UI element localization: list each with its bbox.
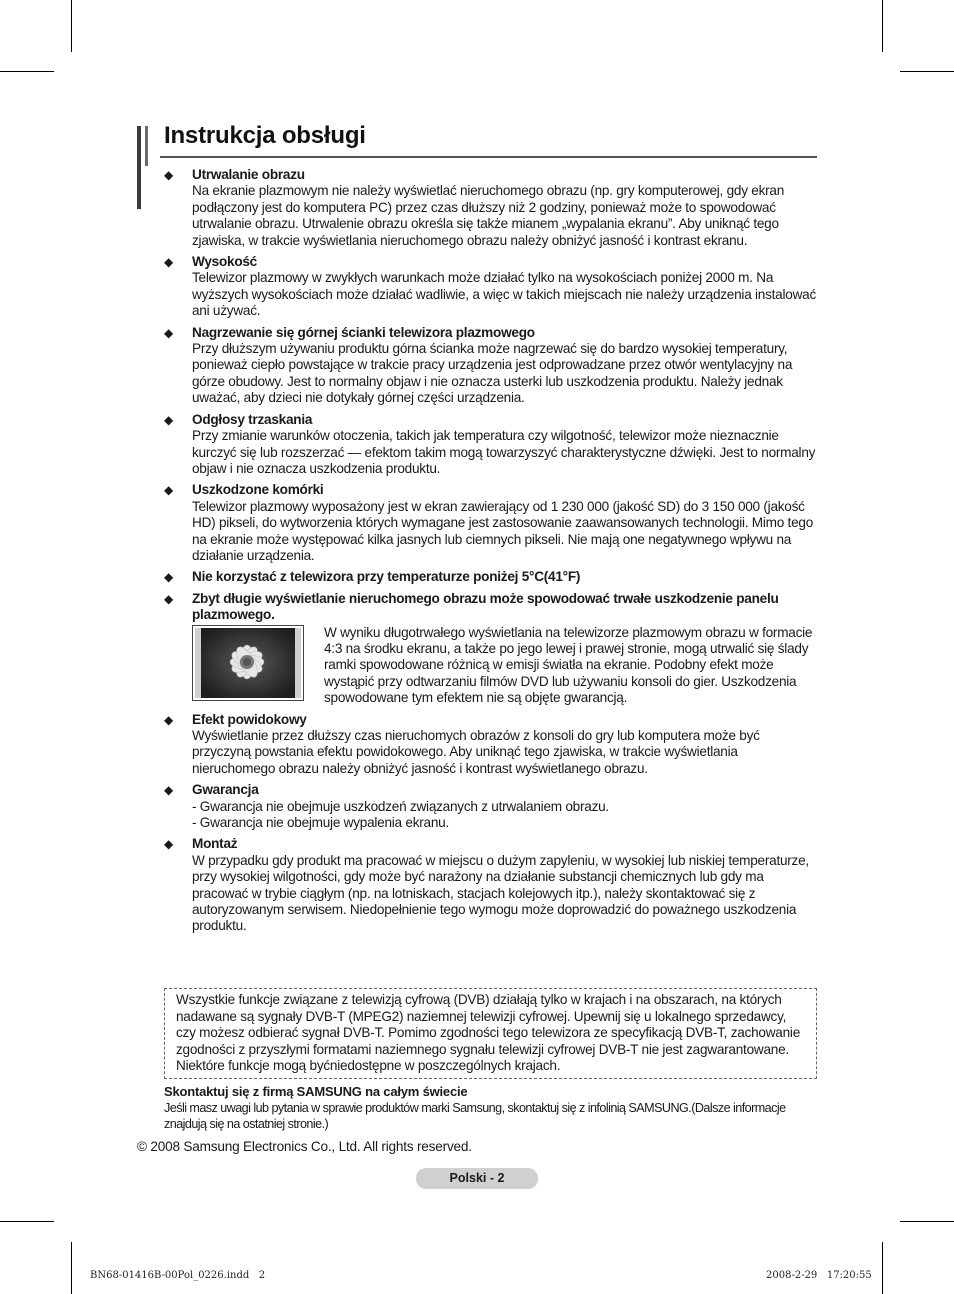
bullet-icon: ◆ [164, 325, 173, 340]
section-dead-pixels [164, 482, 819, 564]
burn-in-row [192, 625, 819, 707]
warranty-line: - Gwarancja nie obejmuje uszkodzeń związanych z utrwalaniem obrazu. [192, 798, 609, 814]
content [164, 167, 819, 940]
section-body: Na ekranie plazmowym nie należy wyświetlać nieruchomego obrazu (np. gry komputerowej, gdy ekran podłączony jest do komputera PC) przez czas dłuższy niż 2 godziny, ponieważ może to spowodować utrwalanie obrazu. Utrwalenie obrazu określa się także mianem „wypalania ekranu”. Aby uniknąć tego zjawiska, w trakcie wyświetlania nieruchomego obrazu należy obniżyć jasność i kontrast ekranu. [192, 183, 785, 248]
title-rule [160, 156, 817, 158]
crop-mark [0, 1221, 54, 1222]
section-heading: Odgłosy trzaskania [192, 411, 313, 427]
burn-in-illustration [192, 625, 304, 701]
section-heading: Gwarancja [192, 782, 259, 798]
crop-mark [71, 1242, 72, 1294]
section-body: W przypadku gdy produkt ma pracować w miejscu o dużym zapyleniu, w wysokiej lub niskiej temperaturze, przy wysokiej wilgotności, gdy może być narażony na działanie substancji chemicznych lub gdy ma pracować w trybie ciągłym (np. na lotniskach, stacjach kolejowych itp.), należy skontaktować się z autoryzowanym serwisem. Niedopełnienie tego wymogu może doprowadzić do poważnego uszkodzenia produktu. [192, 852, 809, 934]
section-warranty [164, 782, 819, 831]
section-heading: Uszkodzone komórki [192, 482, 324, 498]
crop-mark [900, 71, 954, 72]
section-heading: Zbyt długie wyświetlanie nieruchomego obrazu może spowodować trwałe uszkodzenie panelu plazmowego. [192, 590, 779, 623]
section-altitude [164, 254, 819, 320]
section-heading: Utrwalanie obrazu [192, 167, 305, 182]
section-installation [164, 836, 819, 934]
section-cracking-noise [164, 412, 819, 478]
slug-date: 2008-2-29 17:20:55 [766, 1270, 872, 1281]
dvb-notice-box: Wszystkie funkcje związane z telewizją cyfrową (DVB) działają tylko w krajach i na obszarach, na których nadawane są sygnały DVB-T (MPEG2) naziemnej telewizji cyfrowej. Upewnij się u lokalnego sprzedawcy, czy możesz odbierać sygnał DVB-T. Pomimo zgodności tego telewizora ze specyfikacją DVB-T, zachowanie zgodności z przyszłymi formatami naziemnego sygnału telewizji cyfrowej DVB-T nie jest zagwarantowane. Niektóre funkcje mogą byćniedostępne w poszczególnych krajach. [164, 988, 817, 1079]
copyright: © 2008 Samsung Electronics Co., Ltd. All rights reserved. [137, 1139, 472, 1154]
section-heading: Nagrzewanie się górnej ścianki telewizora plazmowego [192, 324, 535, 340]
section-body: Wyświetlanie przez dłuższy czas nieruchomych obrazów z konsoli do gry lub komputera może być przyczyną powstania efektu powidokowego. Aby uniknąć tego zjawiska, w trakcie wyświetlania nieruchomego obrazu należy obniżyć jasność i kontrast wyświetlanego obrazu. [192, 728, 760, 776]
bullet-icon: ◆ [164, 168, 173, 182]
slug-file: BN68-01416B-00Pol_0226.indd 2 [90, 1270, 266, 1281]
section-temperature [164, 569, 819, 585]
contact-heading: Skontaktuj się z firmą SAMSUNG na całym świecie [164, 1084, 468, 1099]
section-top-heating [164, 325, 819, 407]
section-heading: Wysokość [192, 254, 257, 270]
bullet-icon: ◆ [164, 570, 173, 585]
section-body: Przy dłuższym używaniu produktu górna ścianka może nagrzewać się do bardzo wysokiej temperatury, ponieważ ciepło powstające w trakcie pracy urządzenia jest odprowadzane przez otwór wentylacyjny na górze obudowy. Jest to normalny objaw i nie oznacza usterki lub uszkodzenia produktu. Należy jednak uważać, aby dzieci nie dotykały górnej części urządzenia. [192, 341, 793, 406]
section-heading: Efekt powidokowy [192, 711, 307, 727]
bullet-icon: ◆ [164, 591, 173, 606]
bullet-icon: ◆ [164, 783, 173, 798]
warranty-line: - Gwarancja nie obejmuje wypalenia ekranu. [192, 815, 449, 831]
contact-block [164, 1084, 824, 1132]
section-body: Telewizor plazmowy w zwykłych warunkach może działać tylko na wysokościach poniżej 2000 m. Na wyższych wysokościach może działać wadliwie, a więc w takich miejscach nie należy urządzenia instalować ani używać. [192, 270, 816, 319]
section-body: Telewizor plazmowy wyposażony jest w ekran zawierający od 1 230 000 (jakość SD) do 3 150 000 (jakość HD) pikseli, do wytworzenia których wymagane jest zastosowanie zaawansowanych technologii. Mimo tego na ekranie może występować kilka jasnych lub ciemnych pikseli. Nie mają one negatywnego wpływu na działanie urządzenia. [192, 498, 814, 563]
section-afterimage [164, 712, 819, 778]
section-heading: Nie korzystać z telewizora przy temperaturze poniżej 5°C(41°F) [192, 569, 581, 585]
crop-mark [71, 0, 72, 52]
section-body: Przy zmianie warunków otoczenia, takich jak temperatura czy wilgotność, telewizor może nieznacznie kurczyć się lub rozszerzać — efektom takim mogą towarzyszyć charakterystyczne dźwięki. Jest to normalny objaw i nie oznacza uszkodzenia produktu. [192, 428, 816, 476]
flower-screen-image [195, 628, 301, 698]
page-title: Instrukcja obsługi [164, 122, 366, 149]
page-number-badge: Polski - 2 [416, 1168, 538, 1189]
bullet-icon: ◆ [164, 483, 173, 498]
section-body: W wyniku długotrwałego wyświetlania na telewizorze plazmowym obrazu w formacie 4:3 na środku ekranu, a także po jego lewej i prawej stronie, mogą utrwalić się ślady ramki spowodowane różnicą w emisji światła na ekranie. Podobny efekt może wystąpić przy odtwarzaniu filmów DVD lub używaniu konsoli do gier. Uszkodzenia spowodowane tym efektem nie są objęte gwarancją. [324, 624, 813, 706]
section-image-retention [164, 167, 819, 249]
crop-mark [900, 1221, 954, 1222]
crop-mark [882, 1242, 883, 1294]
section-heading: Montaż [192, 836, 238, 852]
bullet-icon: ◆ [164, 712, 173, 727]
crop-mark [0, 71, 54, 72]
crop-mark [882, 0, 883, 52]
bullet-icon: ◆ [164, 255, 173, 270]
section-burn-in [164, 591, 819, 707]
contact-body: Jeśli masz uwagi lub pytania w sprawie produktów marki Samsung, skontaktuj się z infolinią SAMSUNG.(Dalsze informacje znajdują się na ostatniej stronie.) [164, 1101, 786, 1131]
bullet-icon: ◆ [164, 837, 173, 852]
bullet-icon: ◆ [164, 412, 173, 427]
